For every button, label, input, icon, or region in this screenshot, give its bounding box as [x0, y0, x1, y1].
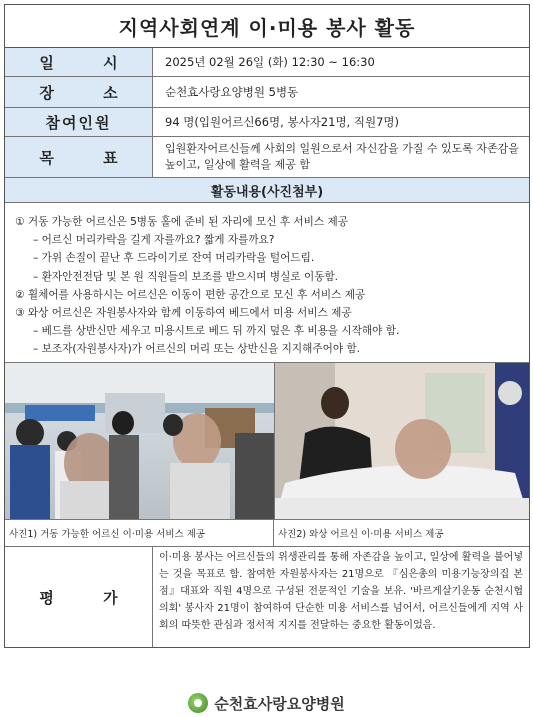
activity-subitem: – 환자안전전담 및 본 원 직원들의 보조를 받으시며 병실로 이동함.: [33, 270, 339, 283]
activity-subitem: – 보조자(자원봉사자)가 어르신의 머리 또는 상반신을 지지해주어야 함.: [33, 343, 361, 356]
hospital-logo-icon: [188, 693, 208, 713]
info-label-goal: 목 표: [5, 137, 153, 177]
photo-caption-2: 사진2) 와상 어르신 이·미용 서비스 제공: [278, 529, 444, 540]
footer-hospital-name: 순천효사랑요양병원: [214, 694, 345, 713]
info-row-participants: [5, 108, 529, 137]
activity-subitem: – 가위 손질이 끝난 후 드라이기로 잔여 머리카락을 털어드림.: [33, 252, 315, 265]
info-row-place: [5, 77, 529, 108]
info-label-datetime: 일 시: [5, 48, 153, 76]
info-value-place: 순천효사랑요양병원 5병동: [165, 85, 299, 99]
info-row-goal: [5, 137, 529, 178]
activity-subitem: – 어르신 머리카락을 길게 자를까요? 짧게 자를까요?: [33, 234, 275, 247]
activity-item: ③ 와상 어르신은 자원봉사자와 함께 이동하여 베드에서 미용 서비스 제공: [15, 307, 352, 320]
activity-item: ② 휠체어를 사용하시는 어르신은 이동이 편한 공간으로 모신 후 서비스 제공: [15, 288, 366, 301]
evaluation-row: [5, 547, 529, 647]
photo-bedside-service: [275, 363, 529, 519]
info-row-datetime: [5, 48, 529, 77]
photo-caption-1: 사진1) 거동 가능한 어르신 이·미용 서비스 제공: [5, 520, 274, 546]
photo-row: [5, 363, 529, 520]
activity-subitem: – 베드를 상반신만 세우고 미용시트로 베드 뒤 까지 덮은 후 비용을 시작해야 함.: [33, 325, 400, 338]
info-value-participants: 94 명(입원어르신66명, 봉사자21명, 직원7명): [165, 115, 399, 129]
info-label-participants: 참여인원: [5, 108, 153, 136]
info-value-goal: 입원환자어르신들께 사회의 일원으로서 자신감을 가질 수 있도록 자존감을 높이고, 일상에 활력을 제공 함: [165, 142, 519, 171]
info-label-place: 장 소: [5, 77, 153, 107]
footer: [0, 690, 533, 716]
report-sheet: [4, 4, 530, 648]
photo-bedside-illustration: [275, 363, 529, 519]
activity-item: ① 거동 가능한 어르신은 5병동 홀에 준비 된 자리에 모신 후 서비스 제공: [15, 216, 348, 228]
info-value-datetime: 2025년 02월 26일 (화) 12:30 ~ 16:30: [165, 55, 375, 69]
activity-list: [5, 203, 529, 363]
photo-ambulatory-illustration: [5, 363, 274, 519]
section-title: 활동내용(사진첨부): [5, 178, 529, 203]
evaluation-text: 이·미용 봉사는 어르신들의 위생관리를 통해 자존감을 높이고, 일상에 활력을 불어넣는 것을 목표로 함. 참여한 자원봉사자는 21명으로 『심은총의 미용기능장의집 본점』대표와 직원 4명으로 구성된 전문적인 기술을 보유. '바르게살기운동 순천시협의회' 봉사자 21명이 참여하여 단순한 미용 서비스를 넘어서, 어르신들에게 지역 사회의 따뜻한 관심과 정서적 지지를 전달하는 중요한 활동이었음.: [159, 552, 523, 631]
caption-row: [5, 520, 529, 547]
photo-ambulatory-service: [5, 363, 275, 519]
evaluation-label: 평 가: [5, 547, 153, 647]
report-title: 지역사회연계 이·미용 봉사 활동: [5, 5, 529, 48]
